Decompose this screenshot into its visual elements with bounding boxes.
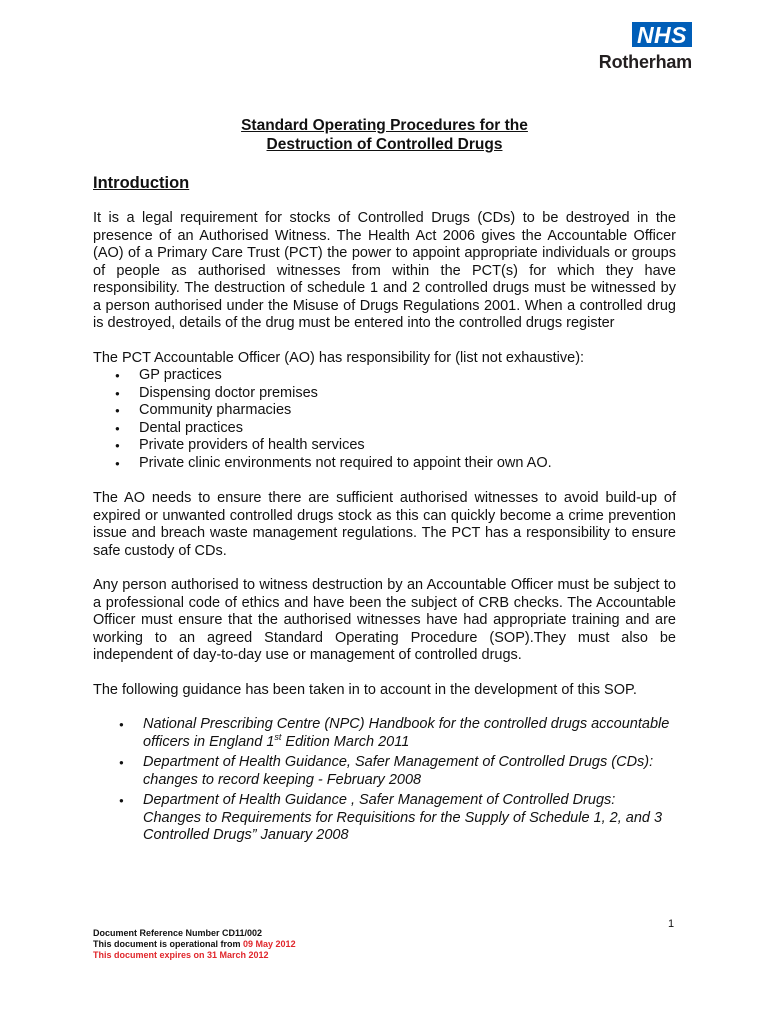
page-number: 1 [668,918,675,930]
document-footer [93,928,296,961]
intro-paragraph-3: The AO needs to ensure there are sufficient authorised witnesses to avoid build-up of expired or unwanted controlled drugs stock as this can quickly become a crime prevention issue and breach waste management regulations. The PCT has a responsibility to ensure safe custody of CDs. [93,490,676,559]
operational-date: 09 May 2012 [243,939,296,949]
superscript: st [274,731,282,742]
expiry-line: This document expires on 31 March 2012 [93,950,269,960]
reference-text-suffix: Edition March 2011 [281,733,410,750]
guidance-reference-list [93,716,676,845]
operational-line [93,939,296,950]
intro-paragraph-5: The following guidance has been taken in to account in the development of this SOP. [93,681,637,698]
intro-paragraph-2: The PCT Accountable Officer (AO) has responsibility for (list not exhaustive): [93,349,585,366]
reference-item [93,716,676,751]
document-title-line-1: Standard Operating Procedures for the [241,117,528,134]
reference-item: ● Department of Health Guidance, Safer Management of Controlled Drugs (CDs): changes to record keeping - February 2008 [93,754,676,789]
intro-paragraph-1: It is a legal requirement for stocks of Controlled Drugs (CDs) to be destroyed in the presence of an Authorised Witness. The Health Act 2006 gives the Accountable Officer (AO) of a Primary Care Trust (PCT) the power to appoint appropriate individuals or groups of people as authorised witnesses from within the PCT(s) for which they have responsibility. The destruction of schedule 1 and 2 controlled drugs must be witnessed by a person authorised under the Misuse of Drugs Regulations 2001. When a controlled drug is destroyed, details of the drug must be entered into the controlled drugs register [93,210,676,331]
reference-text: National Prescribing Centre (NPC) Handbook for the controlled drugs accountable officers in England 1 [143,716,670,750]
document-reference: Document Reference Number CD11/002 [93,928,263,938]
document-body [93,116,676,848]
list-item: ● Community pharmacies [93,402,676,420]
list-item: ● Private providers of health services [93,437,676,455]
list-item: ● GP practices [93,367,676,385]
document-title-line-2: Destruction of Controlled Drugs [266,136,503,153]
organisation-name: Rotherham [598,52,692,72]
reference-item: ● Department of Health Guidance , Safer Management of Controlled Drugs: Changes to Requirements for Requisitions for the Supply of Schedule 1, 2, and 3 Controlled Drugs” January 2008 [93,792,676,845]
operational-label: This document is operational from [93,939,244,949]
list-item: ● Dispensing doctor premises [93,385,676,403]
nhs-rotherham-logo [582,22,692,73]
list-item: ● Private clinic environments not required to appoint their own AO. [93,455,676,473]
list-item: ● Dental practices [93,420,676,438]
responsibility-list [93,367,676,472]
nhs-logo-badge: NHS [632,22,692,47]
introduction-heading: Introduction [93,174,190,192]
intro-paragraph-4: Any person authorised to witness destruction by an Accountable Officer must be subject to a professional code of ethics and have been the subject of CRB checks. The Accountable Officer must ensure that the authorised witnesses have had appropriate training and are working to an agreed Standard Operating Procedure (SOP).They must also be independent of day-to-day use or management of controlled drugs. [93,577,676,663]
